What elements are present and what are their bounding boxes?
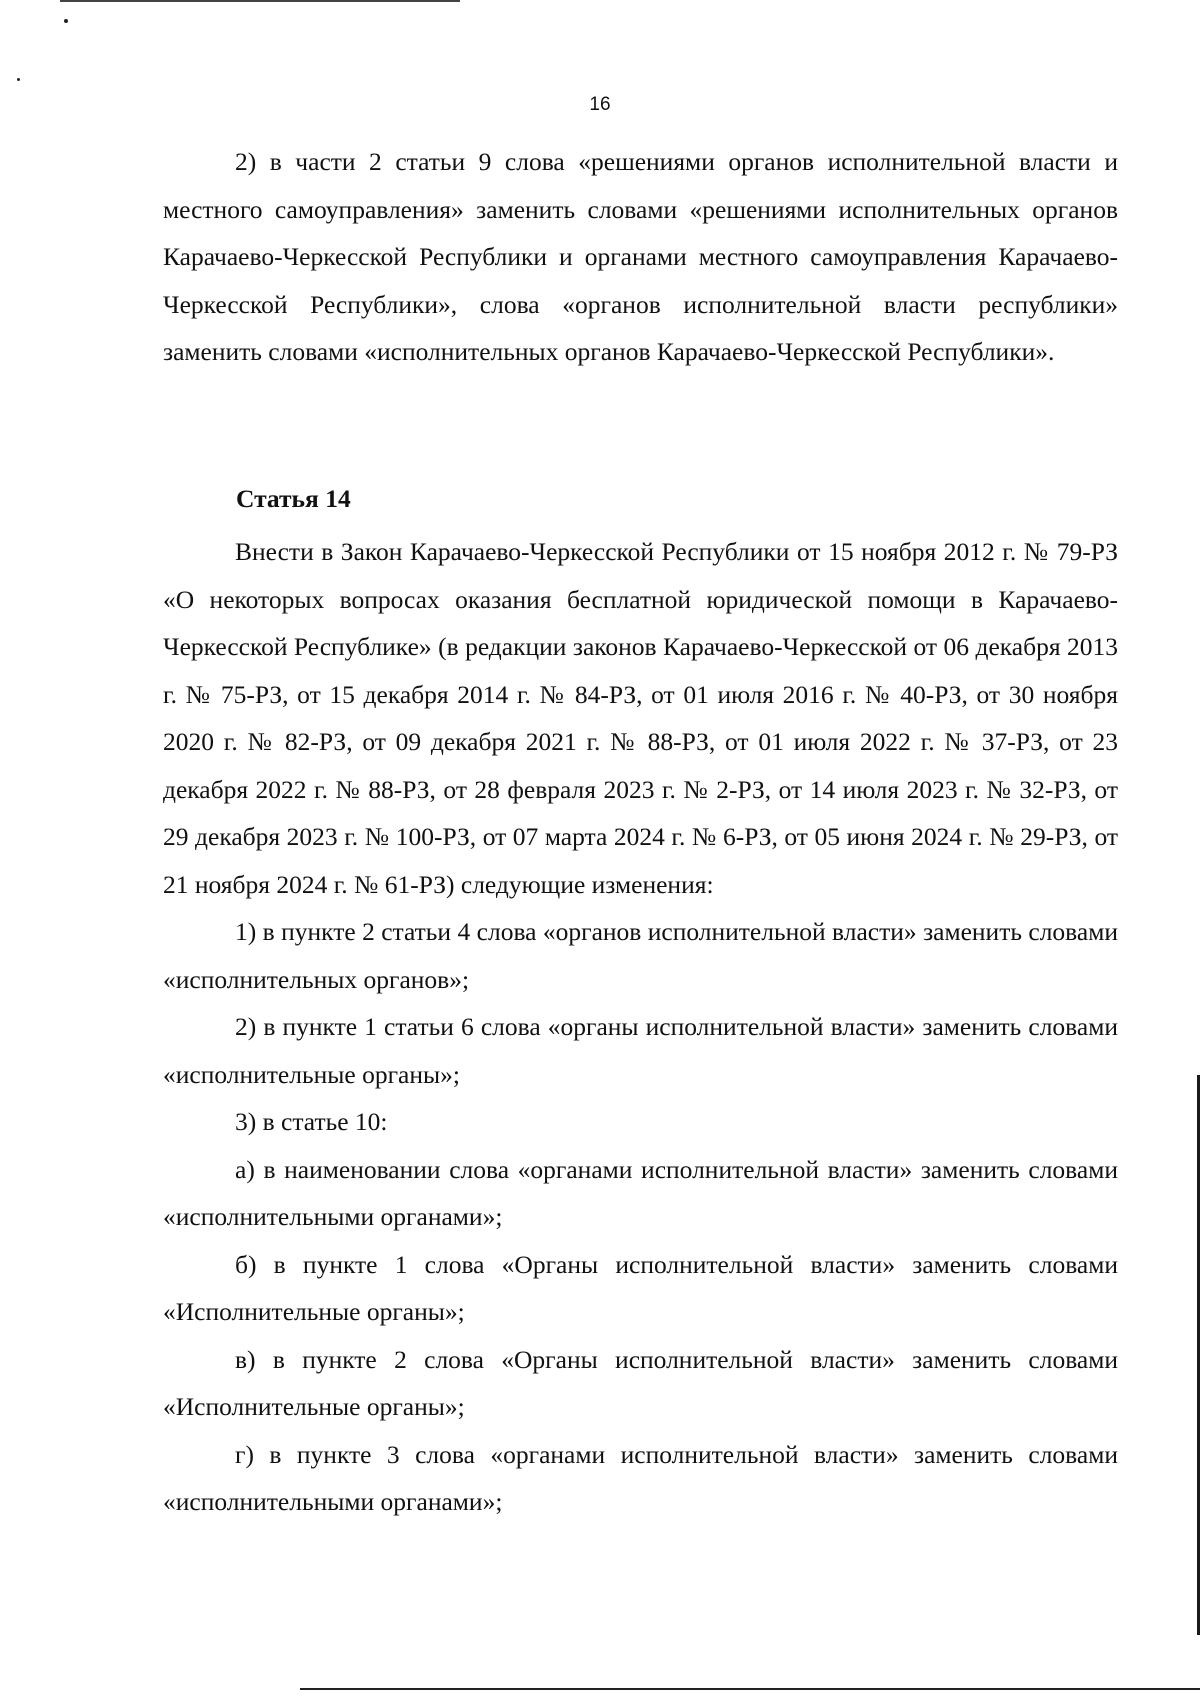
paragraph: в) в пункте 2 слова «Органы исполнительной власти» заменить словами «Исполнительные органы»; [163, 1344, 1118, 1421]
paragraph: Внести в Закон Карачаево-Черкесской Республики от 15 ноября 2012 г. № 79-РЗ «О некоторых вопросах оказания бесплатной юридической помощи в Карачаево-Черкесской Республике» (в редакции законов Карачаево-Черкесской от 06 декабря 2013 г. № 75-РЗ, от 15 декабря 2014 г. № 84-РЗ, от 01 июля 2016 г. № 40-РЗ, от 30 ноября 2020 г. № 82-РЗ, от 09 декабря 2021 г. № 88-РЗ, от 01 июля 2022 г. № 37-РЗ, от 23 декабря 2022 г. № 88-РЗ, от 28 февраля 2023 г. № 2-РЗ, от 14 июля 2023 г. № 32-РЗ, от 29 декабря 2023 г. № 100-РЗ, от 07 марта 2024 г. № 6-РЗ, от 05 июня 2024 г. № 29-РЗ, от 21 ноября 2024 г. № 61-РЗ) следующие изменения: [163, 537, 1118, 899]
scan-edge-bottom [300, 1688, 1200, 1690]
scan-speck [17, 78, 20, 81]
article-body [163, 528, 1118, 1526]
paragraph: г) в пункте 3 слова «органами исполнительной власти» заменить словами «исполнительными органами»; [163, 1439, 1118, 1516]
paragraph: 2) в части 2 статьи 9 слова «решениями органов исполнительной власти и местного самоуправления» заменить словами «решениями исполнительных органов Карачаево-Черкесской Республики и органами местного самоуправления Карачаево-Черкесской Республики», слова «органов исполнительной власти республики» заменить словами «исполнительных органов Карачаево-Черкесской Республики». [163, 147, 1118, 366]
paragraph: а) в наименовании слова «органами исполнительной власти» заменить словами «исполнительными органами»; [163, 1154, 1118, 1231]
article-heading: Статья 14 [236, 484, 351, 513]
paragraph: б) в пункте 1 слова «Органы исполнительной власти» заменить словами «Исполнительные органы»; [163, 1249, 1118, 1326]
page-number: 16 [589, 94, 611, 115]
scan-edge-top [60, 0, 460, 2]
intro-block [163, 138, 1118, 376]
paragraph: 1) в пункте 2 статьи 4 слова «органов исполнительной власти» заменить словами «исполнительных органов»; [163, 917, 1118, 994]
scan-speck [64, 19, 68, 23]
paragraph: 3) в статье 10: [235, 1107, 388, 1136]
paragraph: 2) в пункте 1 статьи 6 слова «органы исполнительной власти» заменить словами «исполнительные органы»; [163, 1012, 1118, 1089]
